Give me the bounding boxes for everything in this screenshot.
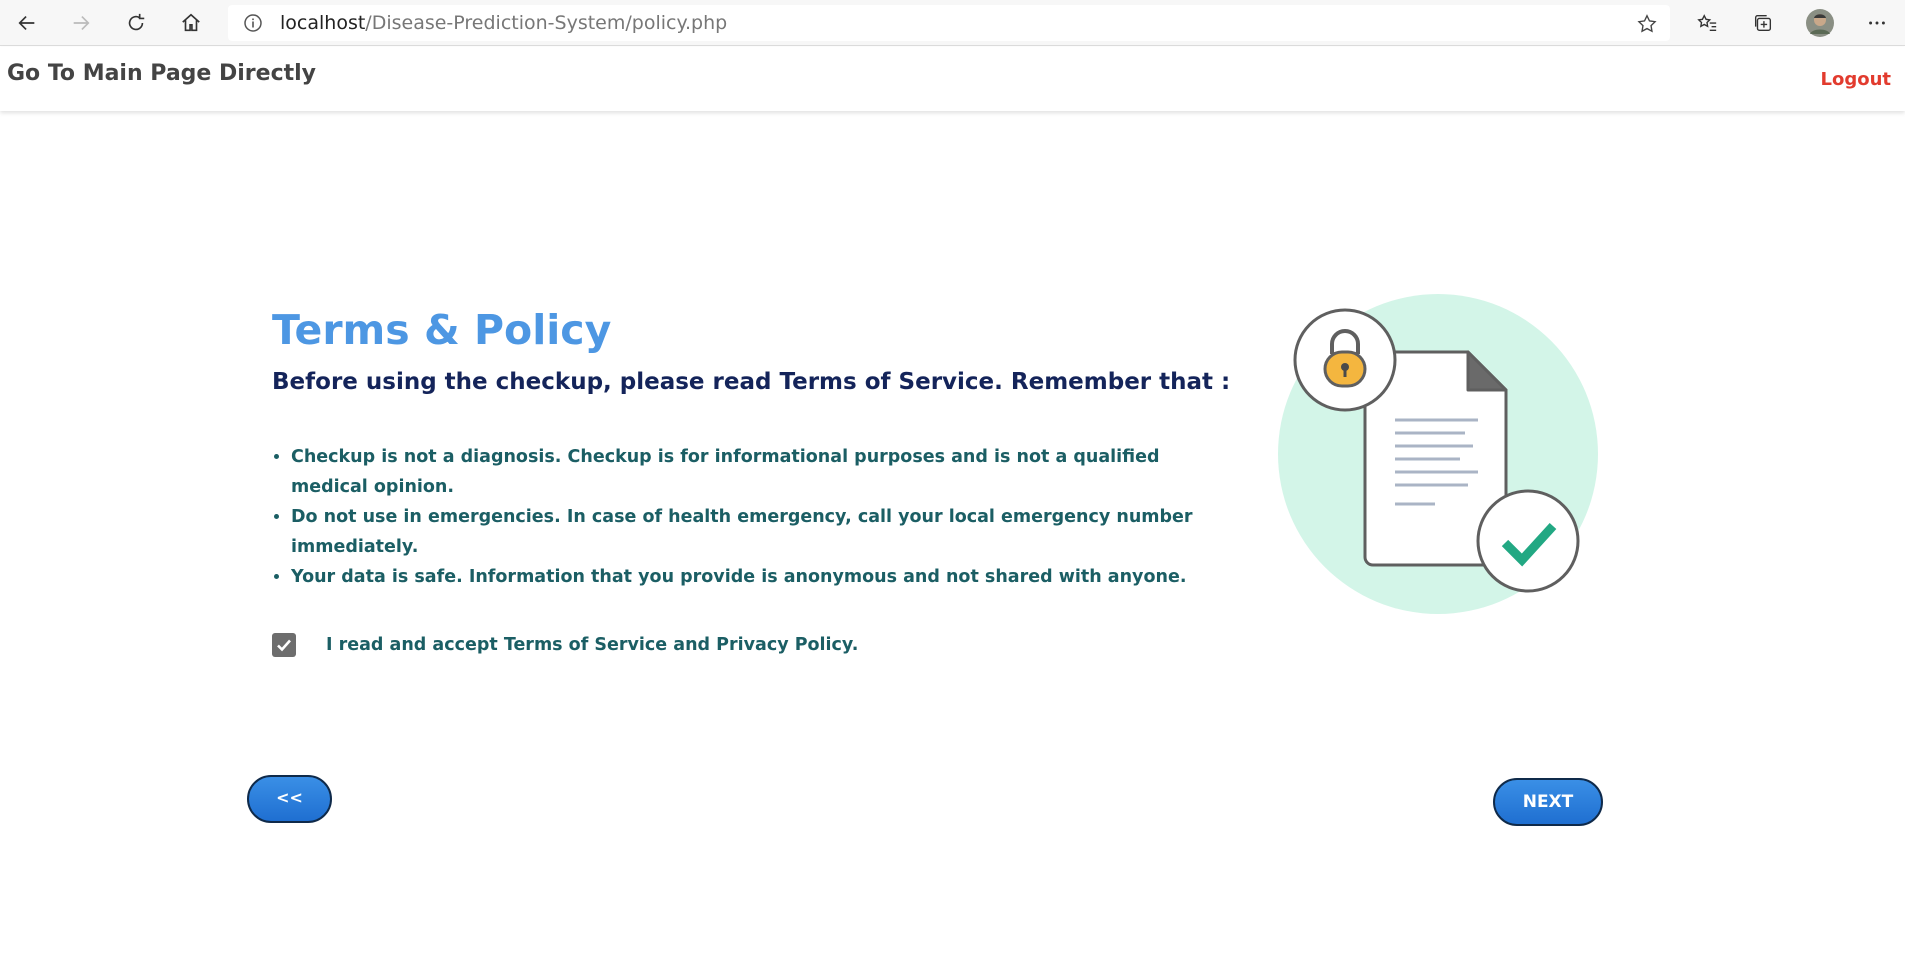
page-subtitle: Before using the checkup, please read Terms of Service. Remember that : — [272, 369, 1231, 395]
star-icon[interactable] — [1636, 13, 1658, 39]
browser-toolbar — [0, 0, 1905, 46]
accept-row — [272, 633, 858, 657]
accept-checkbox[interactable] — [272, 633, 296, 657]
more-icon[interactable] — [1860, 7, 1894, 39]
home-icon[interactable] — [174, 7, 208, 39]
site-header — [0, 47, 1905, 111]
url-host: localhost — [280, 12, 366, 34]
profile-avatar[interactable] — [1803, 7, 1837, 39]
url-path: /Disease-Prediction-System/policy.php — [365, 12, 728, 34]
logout-link[interactable]: Logout — [1820, 69, 1891, 90]
main-page-link[interactable]: Go To Main Page Directly — [7, 61, 317, 86]
forward-icon[interactable] — [64, 7, 98, 39]
collections-icon[interactable] — [1746, 7, 1780, 39]
accept-label[interactable]: I read and accept Terms of Service and Privacy Policy. — [326, 635, 859, 655]
favorites-icon[interactable] — [1690, 7, 1724, 39]
policy-item: • Checkup is not a diagnosis. Checkup is for informational purposes and is not a qualified medical opinion. — [291, 442, 1221, 502]
policy-item: • Do not use in emergencies. In case of health emergency, call your local emergency number immediately. — [291, 502, 1221, 562]
back-button[interactable]: << — [247, 775, 332, 823]
info-icon[interactable] — [238, 13, 268, 33]
policy-list — [291, 442, 1221, 592]
back-icon[interactable] — [10, 7, 44, 39]
refresh-icon[interactable] — [119, 7, 153, 39]
document-lock-check-icon — [1275, 292, 1605, 617]
policy-item: • Your data is safe. Information that you provide is anonymous and not shared with anyone. — [291, 562, 1221, 592]
next-button[interactable]: NEXT — [1493, 778, 1603, 826]
url-text — [280, 12, 727, 34]
address-bar[interactable] — [228, 5, 1670, 41]
page-title: Terms & Policy — [272, 306, 612, 354]
checkmark-icon — [275, 636, 293, 654]
